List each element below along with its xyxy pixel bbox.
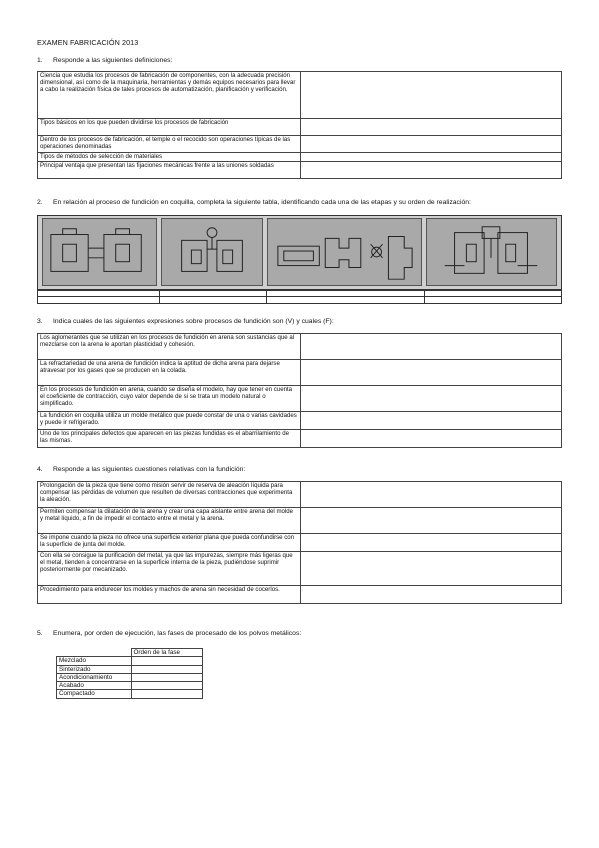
stage-name-cell[interactable] xyxy=(160,297,267,304)
question-text: Indica cuales de las siguientes expresiones sobre procesos de fundición son (V) y cuales (F): xyxy=(53,318,334,325)
table-row-prompt: Los aglomerantes que se utilizan en los procesos de fundición en arena son sustancias que al mezclarse con la arena le aportan plasticidad y cohesión. xyxy=(38,334,301,360)
answer-cell[interactable] xyxy=(300,334,562,360)
table-row-prompt: En los procesos de fundición en arena, cuando se diseña el modelo, hay que tener en cuenta el coeficiente de contracción, cuyo valor depende de si se trata un modelo natural o simplificado. xyxy=(38,386,301,412)
answer-cell[interactable] xyxy=(300,72,562,119)
answer-cell[interactable] xyxy=(300,153,562,162)
answer-cell[interactable] xyxy=(300,430,562,448)
casting-stages-figure xyxy=(37,215,562,291)
answer-cell[interactable] xyxy=(300,360,562,386)
answer-cell[interactable] xyxy=(300,162,562,179)
question-text: En relación al proceso de fundición en coquilla, completa la siguiente tabla, identificando cada una de las etapas y su orden de realización: xyxy=(53,199,471,206)
stage-name-cell[interactable] xyxy=(425,297,562,304)
table-row-prompt: Se impone cuando la pieza no ofrece una superficie exterior plana que pueda confundirse con la superficie de junta del molde. xyxy=(38,534,301,552)
answer-cell[interactable] xyxy=(300,534,562,552)
stage-order-cell[interactable] xyxy=(160,290,267,297)
table-row-prompt: Uno de los principales defectos que aparecen en las piezas fundidas es el abarrilamiento de las mismas. xyxy=(38,430,301,448)
question-4 xyxy=(37,466,245,473)
question-number: 1. xyxy=(37,57,43,64)
answer-cell[interactable] xyxy=(300,552,562,586)
question-text: Responde a las siguientes cuestiones relativas con la fundición: xyxy=(53,466,246,473)
question-1 xyxy=(37,57,172,64)
stage-name-cell[interactable] xyxy=(267,297,425,304)
phase-name: Acondicionamiento xyxy=(57,673,132,681)
stage-order-cell[interactable] xyxy=(38,290,160,297)
answer-cell[interactable] xyxy=(300,586,562,604)
order-cell[interactable] xyxy=(131,657,202,665)
order-cell[interactable] xyxy=(131,682,202,690)
question-text: Enumera, por orden de ejecución, las fases de procesado de los polvos metálicos: xyxy=(53,630,302,637)
answer-cell[interactable] xyxy=(300,482,562,508)
table-row-prompt: La fundición en coquilla utiliza un molde metálico que puede constar de una o varias cavidades y puede ir refrigerado. xyxy=(38,412,301,430)
table-row-prompt: Tipos básicos en los que pueden dividirse los procesos de fabricación xyxy=(38,119,301,136)
table-row-prompt: Tipos de métodos de selección de materiales xyxy=(38,153,301,162)
table-row-prompt: Prolongación de la pieza que tiene como misión servir de reserva de aleación líquida para compensar las pérdidas de volumen que resulten de diversas contracciones que experimenta la aleación. xyxy=(38,482,301,508)
question-text: Responde a las siguientes definiciones: xyxy=(53,57,173,64)
definitions-table xyxy=(37,71,562,179)
stage-3-image xyxy=(267,218,422,286)
order-header: Orden de la fase xyxy=(131,649,202,657)
phase-name: Compactado xyxy=(57,690,132,698)
answer-cell[interactable] xyxy=(300,136,562,153)
table-row-prompt: Procedimiento para endurecer los moldes y machos de arena sin necesidad de cocerlos. xyxy=(38,586,301,604)
question-number: 4. xyxy=(37,466,43,473)
question-2 xyxy=(37,199,471,206)
stage-2-image xyxy=(161,218,263,286)
order-cell[interactable] xyxy=(131,665,202,673)
table-row-prompt: Con ella se consigue la purificación del metal, ya que las impurezas, siempre más ligeras que el metal, tienden a concentrarse en la superficie interna de la pieza, pudiéndose suprimir posteriormente por mecanizado. xyxy=(38,552,301,586)
stage-order-cell[interactable] xyxy=(425,290,562,297)
casting-questions-table xyxy=(37,481,562,604)
answer-cell[interactable] xyxy=(300,119,562,136)
stages-answer-table xyxy=(37,289,562,304)
order-cell[interactable] xyxy=(131,690,202,698)
table-row-prompt: Principal ventaja que presentan las fijaciones mecánicas frente a las uniones soldadas xyxy=(38,162,301,179)
phase-name: Sinterizado xyxy=(57,665,132,673)
question-5 xyxy=(37,630,301,637)
stage-name-cell[interactable] xyxy=(38,297,160,304)
stage-order-cell[interactable] xyxy=(267,290,425,297)
answer-cell[interactable] xyxy=(300,508,562,534)
question-number: 2. xyxy=(37,199,43,206)
true-false-table xyxy=(37,333,562,448)
question-number: 3. xyxy=(37,318,43,325)
question-3 xyxy=(37,318,334,325)
table-row-prompt: Dentro de los procesos de fabricación, el temple o el recocido son operaciones típicas de las operaciones denominadas xyxy=(38,136,301,153)
question-number: 5. xyxy=(37,630,43,637)
powder-phases-table xyxy=(56,648,203,699)
answer-cell[interactable] xyxy=(300,412,562,430)
table-row-prompt: La refractariedad de una arena de fundición indica la aptitud de dicha arena para dejarse atravesar por los gases que se producen en la colada. xyxy=(38,360,301,386)
answer-cell[interactable] xyxy=(300,386,562,412)
stage-4-image xyxy=(426,218,557,286)
table-row-prompt: Permiten compensar la dilatación de la arena y crear una capa aislante entre arena del molde y metal líquido, a fin de impedir el contacto entre el metal y la arena. xyxy=(38,508,301,534)
order-cell[interactable] xyxy=(131,673,202,681)
phase-name: Acabado xyxy=(57,682,132,690)
phase-name: Mezclado xyxy=(57,657,132,665)
table-row-prompt: Ciencia que estudia los procesos de fabricación de componentes, con la adecuada precisión dimensional, así como de la maquinaria, herramientas y demás equipos necesarios para llevar a cabo la realización física de tales procesos de automatización, planificación y verificación. xyxy=(38,72,301,119)
stage-1-image xyxy=(42,218,157,286)
exam-title: EXAMEN FABRICACIÓN 2013 xyxy=(37,38,139,47)
